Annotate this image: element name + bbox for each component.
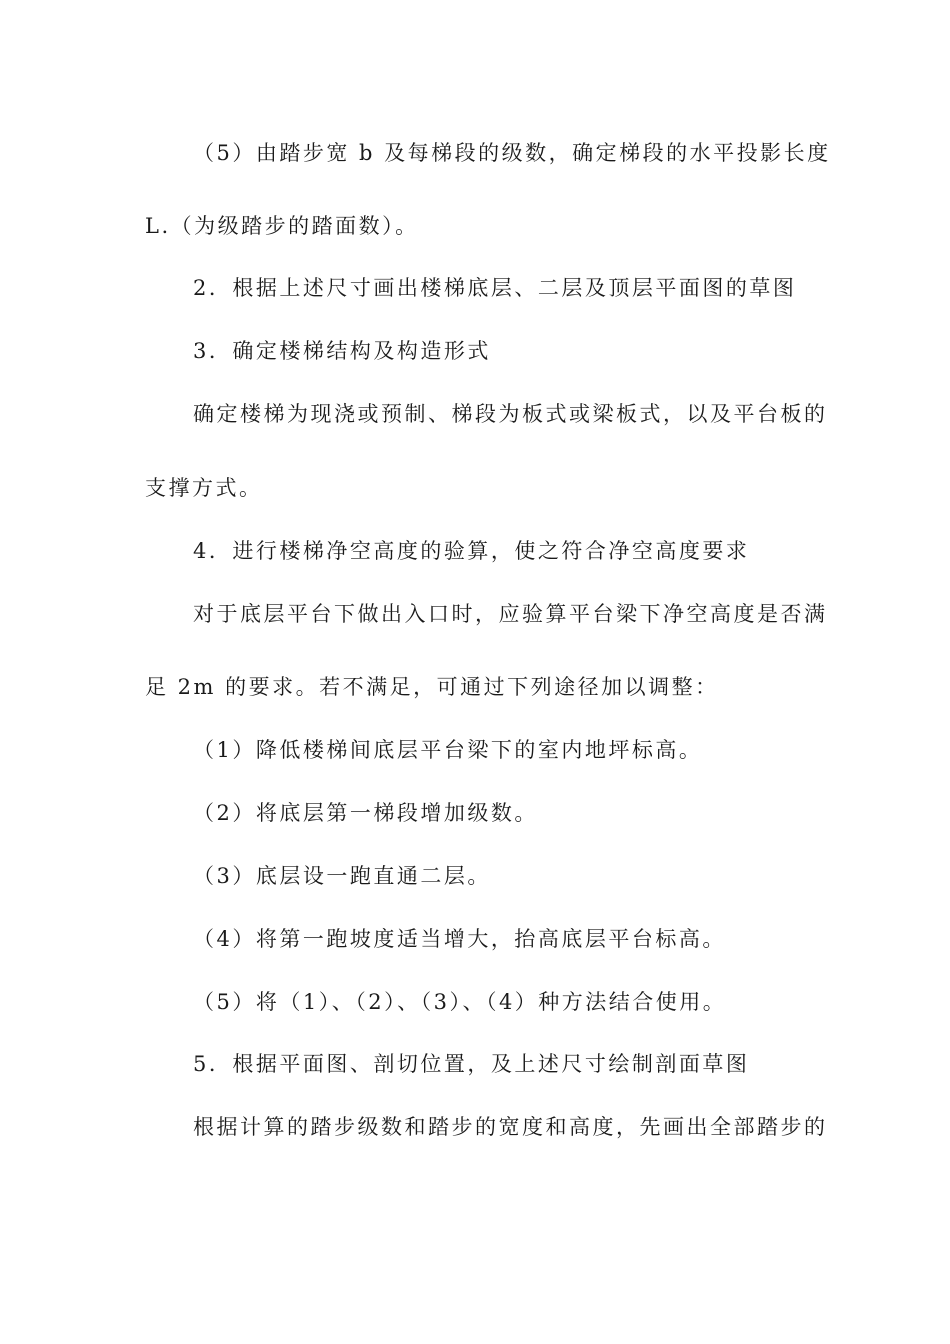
heading-item-5: 5．根据平面图、剖切位置，及上述尺寸绘制剖面草图 — [193, 1052, 750, 1076]
list-item-5: （5）将（1）、（2）、（3）、（4）种方法结合使用。 — [193, 990, 727, 1014]
paragraph-line-clearance-part2: 足 2m 的要求。若不满足，可通过下列途径加以调整： — [145, 675, 719, 699]
paragraph-line-section-part1: 根据计算的踏步级数和踏步的宽度和高度，先画出全部踏步的 — [193, 1115, 828, 1139]
list-item-4: （4）将第一跑坡度适当增大，抬高底层平台标高。 — [193, 927, 726, 951]
heading-item-2: 2．根据上述尺寸画出楼梯底层、二层及顶层平面图的草图 — [193, 276, 797, 300]
list-item-3: （3）底层设一跑直通二层。 — [193, 864, 491, 888]
paragraph-line-clearance-part1: 对于底层平台下做出入口时，应验算平台梁下净空高度是否满 — [193, 602, 828, 626]
heading-item-3: 3．确定楼梯结构及构造形式 — [193, 339, 491, 363]
list-item-1: （1）降低楼梯间底层平台梁下的室内地坪标高。 — [193, 738, 703, 762]
paragraph-line-structure-part1: 确定楼梯为现浇或预制、梯段为板式或梁板式，以及平台板的 — [193, 402, 828, 426]
list-item-2: （2）将底层第一梯段增加级数。 — [193, 801, 538, 825]
heading-item-4: 4．进行楼梯净空高度的验算，使之符合净空高度要求 — [193, 539, 750, 563]
paragraph-line-step5-part1: （5）由踏步宽 b 及每梯段的级数，确定梯段的水平投影长度 — [193, 141, 831, 165]
paragraph-line-structure-part2: 支撑方式。 — [145, 476, 263, 500]
paragraph-line-step5-part2: L.（为级踏步的踏面数）。 — [145, 214, 419, 238]
